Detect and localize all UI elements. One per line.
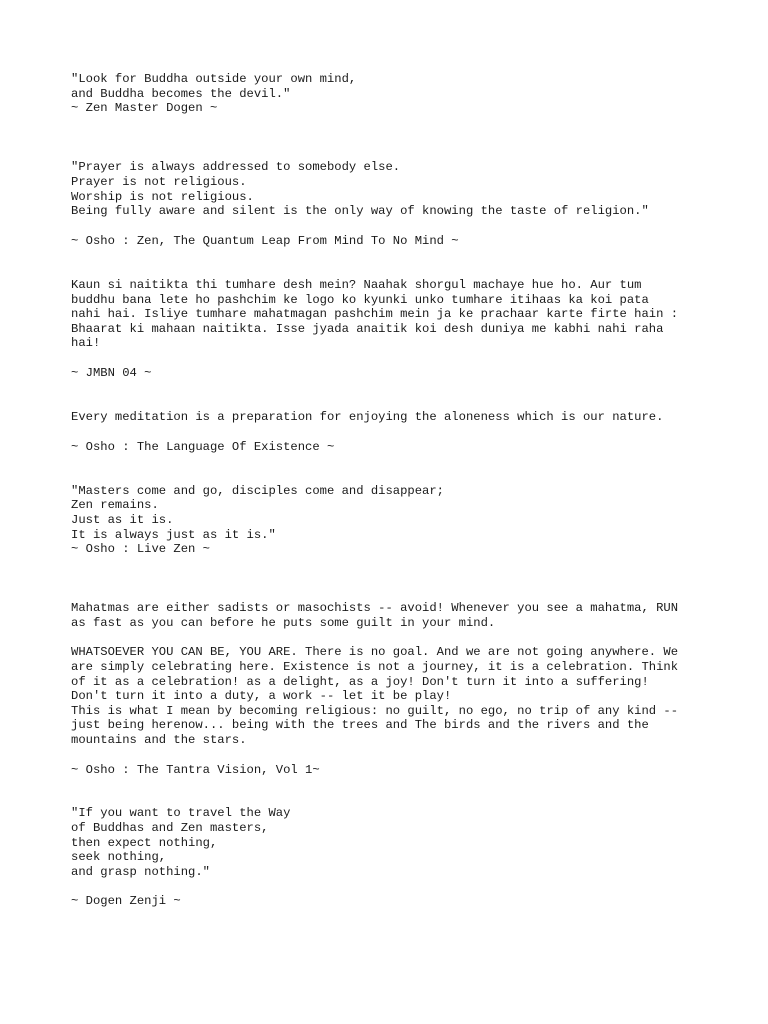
- text-line: seek nothing,: [71, 850, 167, 864]
- text-line: "Masters come and go, disciples come and disappear;: [71, 484, 444, 498]
- text-line: buddhu bana lete ho pashchim ke logo ko kyunki unko tumhare itihaas ka koi pata: [71, 293, 649, 307]
- text-line: just being herenow... being with the trees and The birds and the rivers and the: [71, 718, 649, 732]
- text-line: WHATSOEVER YOU CAN BE, YOU ARE. There is no goal. And we are not going anywhere. We: [71, 645, 679, 659]
- text-line: "If you want to travel the Way: [71, 806, 291, 820]
- text-line: Prayer is not religious.: [71, 175, 247, 189]
- text-line: This is what I mean by becoming religious: no guilt, no ego, no trip of any kind --: [71, 704, 679, 718]
- text-line: of it as a celebration! as a delight, as a joy! Don't turn it into a suffering!: [71, 675, 649, 689]
- text-line: and grasp nothing.": [71, 865, 210, 879]
- text-line: Bhaarat ki mahaan naitikta. Isse jyada anaitik koi desh duniya me kabhi nahi raha: [71, 322, 664, 336]
- text-line: then expect nothing,: [71, 836, 218, 850]
- text-line: "Look for Buddha outside your own mind,: [71, 72, 357, 86]
- text-line: mountains and the stars.: [71, 733, 247, 747]
- citation-line: ~ JMBN 04 ~: [71, 366, 152, 380]
- text-line: Just as it is.: [71, 513, 174, 527]
- text-line: Every meditation is a preparation for enjoying the aloneness which is our nature.: [71, 410, 664, 424]
- text-line: Mahatmas are either sadists or masochists -- avoid! Whenever you see a mahatma, RUN: [71, 601, 679, 615]
- citation-line: ~ Osho : Zen, The Quantum Leap From Mind To No Mind ~: [71, 234, 459, 248]
- text-line: Zen remains.: [71, 498, 159, 512]
- text-line: and Buddha becomes the devil.": [71, 87, 291, 101]
- text-line: It is always just as it is.": [71, 528, 276, 542]
- text-line: Don't turn it into a duty, a work -- let it be play!: [71, 689, 452, 703]
- citation-line: ~ Osho : Live Zen ~: [71, 542, 210, 556]
- text-line: hai!: [71, 336, 101, 350]
- text-line: nahi hai. Isliye tumhare mahatmagan pashchim mein ja ke prachaar karte firte hain :: [71, 307, 679, 321]
- text-line: are simply celebrating here. Existence is not a journey, it is a celebration. Think: [71, 660, 679, 674]
- text-line: of Buddhas and Zen masters,: [71, 821, 269, 835]
- citation-line: ~ Osho : The Language Of Existence ~: [71, 440, 335, 454]
- text-line: "Prayer is always addressed to somebody else.: [71, 160, 401, 174]
- text-line: as fast as you can before he puts some guilt in your mind.: [71, 616, 496, 630]
- citation-line: ~ Dogen Zenji ~: [71, 894, 181, 908]
- text-line: Kaun si naitikta thi tumhare desh mein? Naahak shorgul machaye hue ho. Aur tum: [71, 278, 642, 292]
- citation-line: ~ Osho : The Tantra Vision, Vol 1~: [71, 763, 320, 777]
- text-line: Worship is not religious.: [71, 190, 254, 204]
- text-line: Being fully aware and silent is the only way of knowing the taste of religion.": [71, 204, 649, 218]
- citation-line: ~ Zen Master Dogen ~: [71, 101, 218, 115]
